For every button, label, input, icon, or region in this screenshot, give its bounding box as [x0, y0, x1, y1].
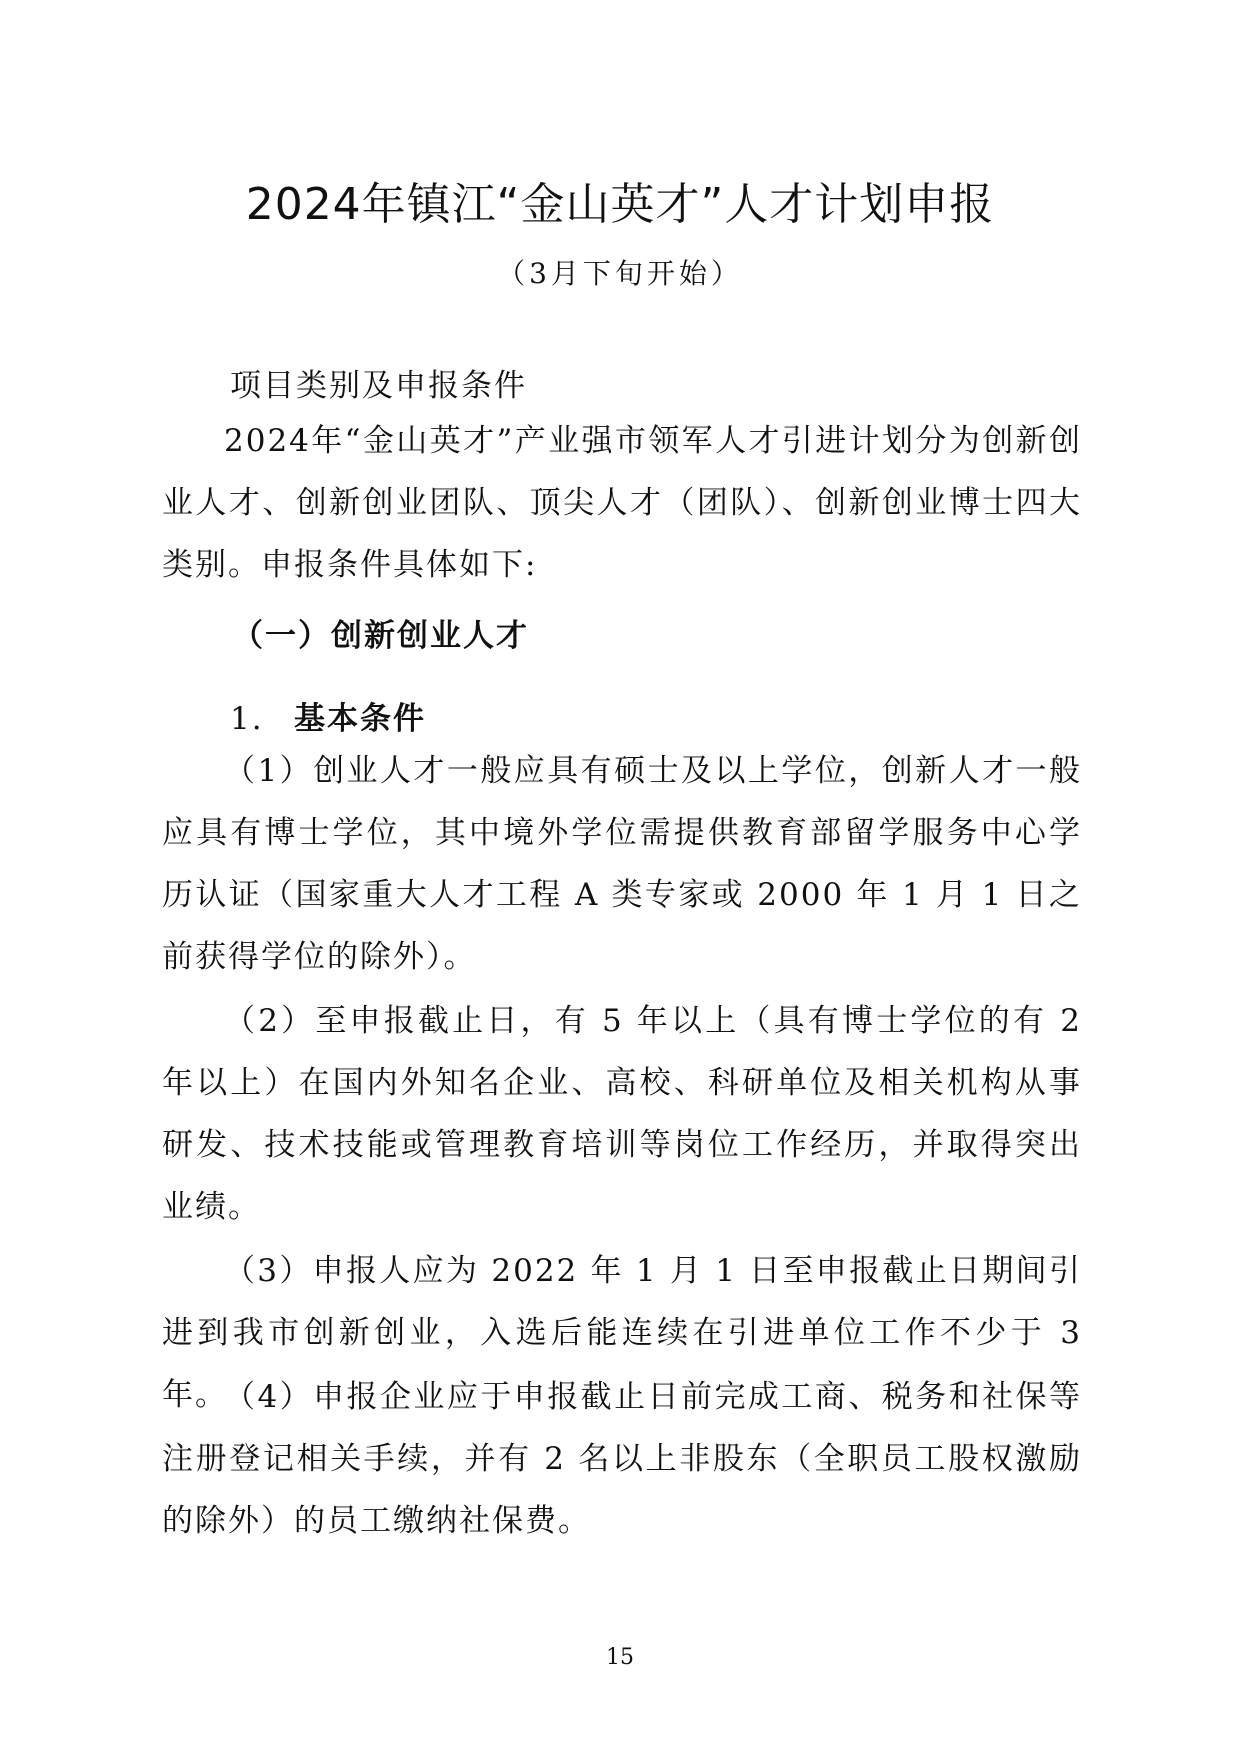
condition-paragraph-1: （1）创业人才一般应具有硕士及以上学位，创新人才一般应具有博士学位，其中境外学位需提供教育部留学服务中心学历认证（国家重大人才工程 A 类专家或 2000 年 1 月 1 日之前获得学位的除外）。 [162, 753, 1082, 975]
category-heading: （一）创新创业人才 [232, 618, 529, 654]
document-subtitle: （3月下旬开始） [497, 257, 743, 290]
subsection-heading [230, 693, 426, 738]
condition-paragraph-4: （4）申报企业应于申报截止日前完成工商、税务和社保等注册登记相关手续，并有 2 名以上非股东（全职员工股权激励的除外）的员工缴纳社保费。 [162, 1379, 1082, 1539]
condition-paragraph-3: （3）申报人应为 2022 年 1 月 1 日至申报截止日期间引进到我市创新创业，入选后能连续在引进单位工作不少于 3 年。 [162, 1253, 1082, 1413]
page-number: 15 [606, 1645, 634, 1670]
condition-paragraph-2: （2）至申报截止日，有 5 年以上（具有博士学位的有 2 年以上）在国内外知名企业、高校、科研单位及相关机构从事研发、技术技能或管理教育培训等岗位工作经历，并取得突出业绩。 [162, 1003, 1082, 1225]
subsection-title: 基本条件 [294, 701, 426, 737]
section-heading: 项目类别及申报条件 [230, 368, 527, 404]
subsection-number: 1. [230, 701, 264, 737]
document-title: 2024年镇江“金山英才”人才计划申报 [245, 179, 995, 230]
intro-paragraph: 2024年“金山英才”产业强市领军人才引进计划分为创新创业人才、创新创业团队、顶尖人才（团队）、创新创业博士四大类别。申报条件具体如下: [162, 423, 1082, 583]
